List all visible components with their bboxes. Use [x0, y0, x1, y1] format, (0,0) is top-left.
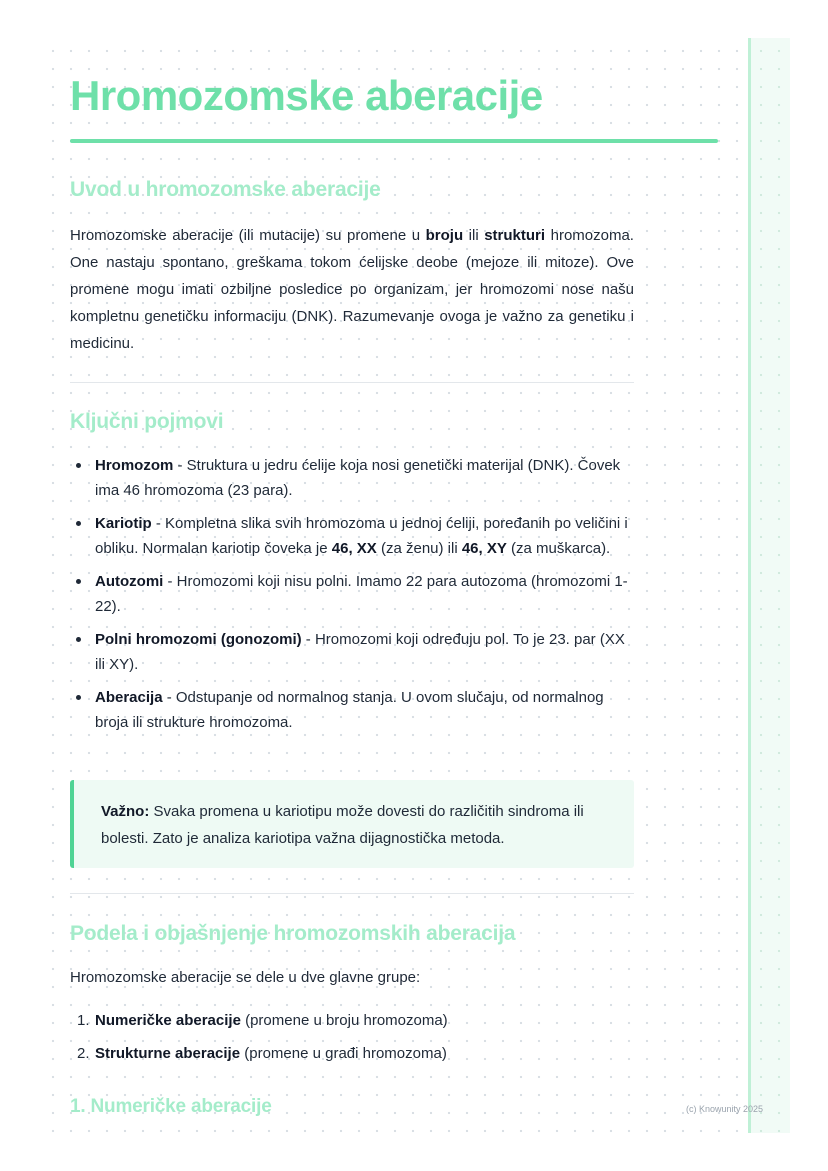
bullet-icon [76, 579, 81, 584]
title-underline [70, 139, 718, 143]
term-text: (promene u broju hromozoma) [240, 1012, 448, 1029]
term-label: Numeričke aberacije [95, 1012, 241, 1029]
bullet-icon [76, 521, 81, 526]
page-title: Hromozomske aberacije [70, 72, 543, 119]
intro-bold-1: broju [425, 227, 464, 244]
intro-paragraph [70, 222, 634, 357]
term-text: - Odstupanje od normalnog stanja. U ovom slučaju, od normalnog broja ili strukture hromozoma. [95, 689, 604, 731]
term-label: Polni hromozomi (gonozomi) [95, 631, 302, 648]
term-label: Autozomi [95, 573, 164, 590]
division-intro: Hromozomske aberacije se dele u dve glavne grupe: [70, 969, 421, 986]
list-item [70, 627, 634, 677]
numeric-aberrations-heading: 1. Numeričke aberacije [70, 1096, 272, 1117]
term-text: (promene u građi hromozoma) [240, 1045, 447, 1062]
bullet-icon [76, 463, 81, 468]
key-terms-heading: Ključni pojmovi [70, 410, 224, 433]
term-text: (za muškarca). [506, 540, 611, 557]
bullet-icon [76, 637, 81, 642]
copyright-footer: (c) Knowunity 2025 [686, 1104, 764, 1114]
important-callout [70, 780, 634, 868]
list-item [70, 511, 634, 561]
term-label: Aberacija [95, 689, 163, 706]
section-divider [70, 893, 634, 894]
intro-text-1: Hromozomske aberacije (ili mutacije) su promene u [70, 227, 426, 244]
division-heading: Podela i objašnjenje hromozomskih aberacija [70, 922, 516, 945]
page-side-strip [748, 38, 790, 1133]
list-item [70, 569, 634, 619]
term-text: - Kompletna slika svih hromozoma u jednoj ćeliji, poređanih po veličini i obliku. Normalan kariotip čoveka je [95, 515, 628, 557]
intro-text-2: ili [463, 227, 485, 244]
term-bold: 46, XY [461, 540, 507, 557]
side-strip-edge [748, 38, 751, 1133]
list-item [70, 1008, 634, 1034]
term-text: - Hromozomi koji nisu polni. Imamo 22 para autozoma (hromozomi 1-22). [95, 573, 628, 615]
list-item [70, 453, 634, 503]
list-number: 2. [77, 1045, 90, 1062]
term-bold: 46, XX [331, 540, 377, 557]
callout-text: Svaka promena u kariotipu može dovesti do različitih sindroma ili bolesti. Zato je analiza kariotipa važna dijagnostička metoda. [101, 803, 584, 847]
term-text: - Hromozomi koji određuju pol. To je 23. par (XX ili XY). [95, 631, 625, 673]
term-text: (za ženu) ili [376, 540, 462, 557]
term-label: Kariotip [95, 515, 152, 532]
term-label: Hromozom [95, 457, 174, 474]
section-divider [70, 382, 634, 383]
term-text: - Struktura u jedru ćelije koja nosi genetički materijal (DNK). Čovek ima 46 hromozoma (23 para). [95, 457, 621, 499]
list-item [70, 685, 634, 735]
bullet-icon [76, 695, 81, 700]
intro-bold-2: strukturi [484, 227, 546, 244]
intro-text-3: hromozoma. One nastaju spontano, greškama tokom ćelijske deobe (mejoze ili mitoze). Ove promene mogu imati ozbiljne posledice po organizam, jer hromozomi nose našu kompletnu genetičku informaciju (DNK). Razumevanje ovoga je važno za genetiku i medicinu. [70, 227, 634, 352]
division-list [70, 1008, 634, 1074]
callout-label: Važno: [101, 803, 150, 820]
term-label: Strukturne aberacije [95, 1045, 241, 1062]
intro-heading: Uvod u hromozomske aberacije [70, 178, 381, 201]
list-number: 1. [77, 1012, 90, 1029]
key-terms-list [70, 453, 634, 743]
list-item [70, 1041, 634, 1067]
